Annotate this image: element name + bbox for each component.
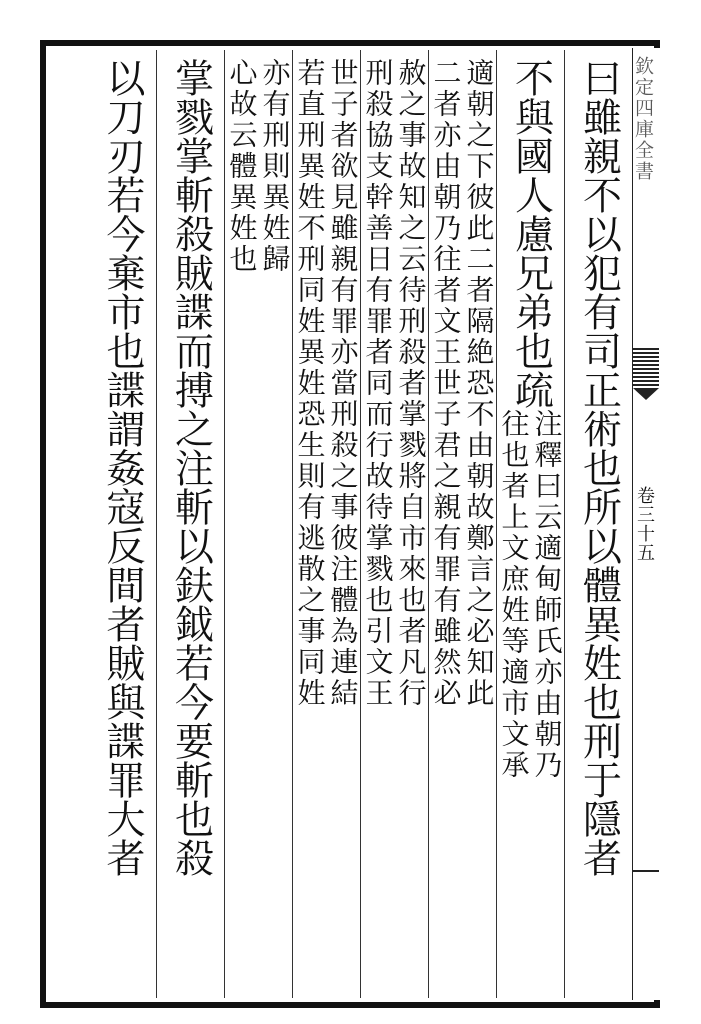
main-text-segment [100,58,144,877]
main-text: 以刀刃若今棄市也諜謂姦寇反間者賊與諜罪大者 [100,58,145,877]
text-line [360,50,428,998]
commentary-text: 二者亦由朝乃往者文王世子君之親有罪有雖然必 [429,58,463,709]
main-text: 不與國人慮兄弟也疏 [508,58,554,409]
banxin-rule [633,870,659,872]
banxin-margin [632,48,660,1000]
commentary-text: 刑殺協支幹善日有罪者同而行故待掌戮也引文王 [361,58,395,709]
commentary-text: 亦有刑則異姓歸 [258,58,292,275]
commentary-segment [429,58,496,709]
text-line [496,50,564,998]
commentary-text: 注釋曰云適甸師氏亦由朝乃 [530,409,564,781]
commentary-text: 世子者欲見雖親有罪亦當刑殺之事彼注體為連結 [326,58,360,709]
commentary-segment [361,58,428,709]
commentary-text: 心故云體異姓也 [225,58,259,275]
text-line [88,50,156,998]
main-text-segment [169,448,213,877]
text-line [428,50,496,998]
banxin-volume-number: 卷三十五 [634,486,655,562]
text-line [156,50,224,998]
commentary-text: 適朝之下彼此二者隔絶恐不由朝故鄭言之必知此 [462,58,496,709]
main-text-segment [509,58,553,409]
main-text: 曰雖親不以犯有司正術也所以體異姓也刑于隱者 [576,58,622,877]
banxin-book-title: 欽定四庫全書 [632,56,654,182]
commentary-text: 往也者上文庶姓等適市文承 [497,409,531,781]
main-text-segment [577,58,621,877]
commentary-segment [497,409,564,781]
text-body [50,50,632,998]
commentary-text: 若直刑異姓不刑同姓異姓恐生則有逃散之事同姓 [293,58,327,709]
commentary-text: 赦之事故知之云待刑殺者掌戮將自市來也者凡行 [394,58,428,709]
text-line [224,50,292,998]
commentary-segment [225,58,292,275]
main-text: 掌戮掌斬殺賊諜而搏之 [168,58,214,448]
main-text: 注斬以鈇鉞若今要斬也殺 [168,448,214,877]
main-text-segment [169,58,213,448]
fishtail-mark [633,348,659,388]
text-line [564,50,632,998]
commentary-segment [293,58,360,709]
text-line [292,50,360,998]
